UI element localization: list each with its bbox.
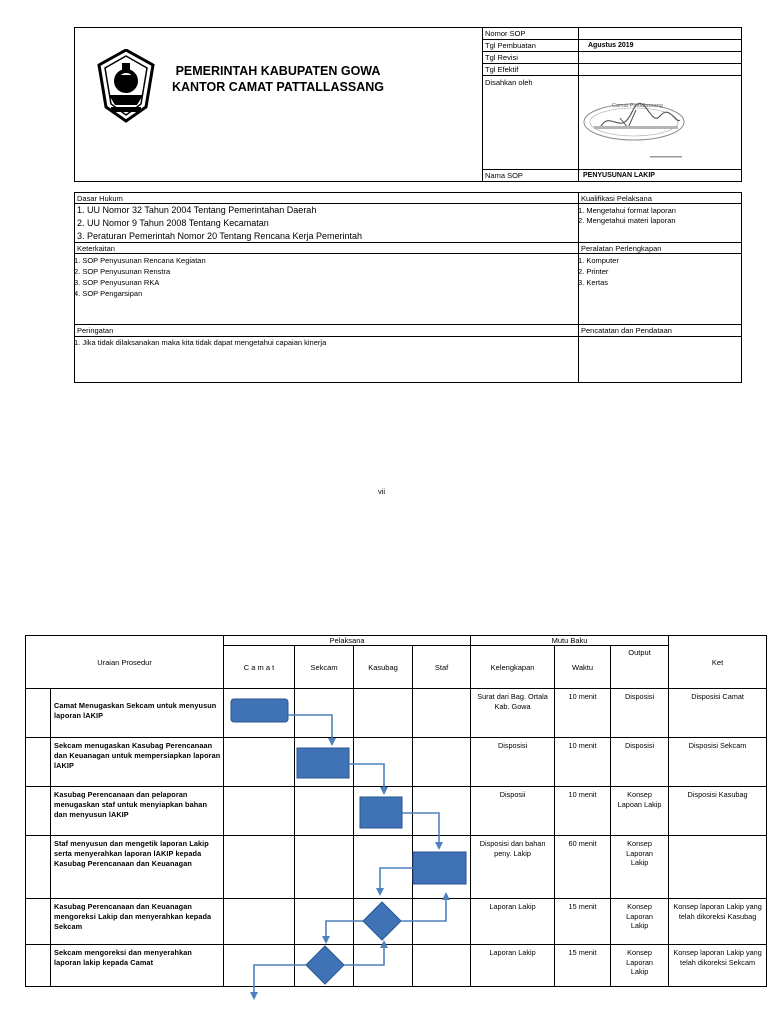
waktu-cell: 15 menit [555,945,611,987]
table-row [26,689,767,738]
peringatan-label: Peringatan [77,326,114,335]
kelengkapan-header: Kelengkapan [471,646,555,689]
keterkaitan-item: 4. SOP Pengarsipan [74,289,143,298]
output-cell: Disposisi [611,738,669,787]
stamp-text: Camat Pattallassang [612,103,663,109]
ket-cell: Konsep laporan Lakip yang telah dikoreksi Sekcam [669,945,767,987]
ket-cell: Disposisi Kasubag [669,787,767,836]
page-number: vii [378,487,386,496]
kualifikasi-item: 2. Mengetahui materi laporan [578,216,676,225]
waktu-header: Waktu [555,646,611,689]
peringatan-item: 1. Jika tidak dilaksanakan maka kita tidak dapat mengetahui capaian kinerja [74,338,327,347]
waktu-cell: 10 menit [555,738,611,787]
gowa-regency-logo [97,49,155,123]
table-row [26,899,767,945]
kasubag-header: Kasubag [354,646,413,689]
dasar-hukum-label: Dasar Hukum [77,194,123,203]
waktu-cell: 60 menit [555,836,611,899]
kelengkapan-cell: Disposii [471,787,555,836]
tgl-revisi-label: Tgl Revisi [485,53,518,62]
keterkaitan-item: 2. SOP Penyusunan Renstra [74,267,171,276]
mutu-baku-header: Mutu Baku [471,636,669,646]
output-cell: Konsep Laporan Lakip [611,945,669,987]
kelengkapan-cell: Laporan Lakip [471,945,555,987]
kelengkapan-cell: Surat dari Bag. Ortala Kab. Gowa [471,689,555,738]
output-cell: Disposisi [611,689,669,738]
kualifikasi-item: 1. Mengetahui format laporan [578,206,676,215]
output-cell: Konsep Laporan Lakip [611,836,669,899]
disahkan-oleh-label: Disahkan oleh [485,78,533,87]
dasar-hukum-item: 1. UU Nomor 32 Tahun 2004 Tentang Pemerintahan Daerah [77,205,317,215]
waktu-cell: 15 menit [555,899,611,945]
keterkaitan-item: 1. SOP Penyusunan Rencana Kegiatan [74,256,206,265]
ket-cell: Konsep laporan Lakip yang telah dikoreksi Kasubag [669,899,767,945]
table-row [26,787,767,836]
kelengkapan-cell: Disposisi dan bahan peny. Lakip [471,836,555,899]
peralatan-item: 1. Komputer [578,256,619,265]
keterkaitan-label: Keterkaitan [77,244,115,253]
procedure-table [25,635,767,987]
nomor-sop-label: Nomor SOP [485,29,526,38]
kelengkapan-cell: Disposisi [471,738,555,787]
staf-header: Staf [413,646,471,689]
table-row [26,945,767,987]
office-title-line2: KANTOR CAMAT PATTALLASSANG [171,80,385,94]
uraian-cell: Staf menyusun dan mengetik laporan Lakip serta menyerahkan laporan lAKIP kepada Kasubag Perencanaan dan Keuanagan [51,836,224,899]
uraian-cell: Sekcam menugaskan Kasubag Perencanaan dan Keuanagan untuk mempersiapkan laporan lAKIP [51,738,224,787]
uraian-header: Uraian Prosedur [26,636,224,689]
peralatan-label: Peralatan Perlengkapan [581,244,662,253]
waktu-cell: 10 menit [555,787,611,836]
tgl-efektif-label: Tgl Efektif [485,65,519,74]
kualifikasi-label: Kualifikasi Pelaksana [581,194,652,203]
waktu-cell: 10 menit [555,689,611,738]
ket-header: Ket [669,636,767,689]
table-row [26,738,767,787]
tgl-pembuatan-value: Agustus 2019 [588,42,634,49]
output-cell: Konsep Laporan Lakip [611,899,669,945]
tgl-pembuatan-label: Tgl Pembuatan [485,41,536,50]
ket-cell: Disposisi Camat [669,689,767,738]
uraian-cell: Sekcam mengoreksi dan menyerahkan laporan lakip kepada Camat [51,945,224,987]
camat-header: C a m a t [224,646,295,689]
kelengkapan-cell: Laporan Lakip [471,899,555,945]
peralatan-item: 2. Printer [578,267,609,276]
nama-sop-value: PENYUSUNAN LAKIP [583,172,655,179]
office-title-line1: PEMERINTAH KABUPATEN GOWA [175,64,381,78]
sekcam-header: Sekcam [295,646,354,689]
ket-cell: Disposisi Sekcam [669,738,767,787]
uraian-cell: Camat Menugaskan Sekcam untuk menyusun laporan lAKIP [51,689,224,738]
uraian-cell: Kasubag Perencanaan dan Keuanagan mengoreksi Lakip dan menyerahkan kepada Sekcam [51,899,224,945]
table-row [26,836,767,899]
pencatatan-label: Pencatatan dan Pendataan [581,326,672,335]
ket-cell [669,836,767,899]
output-cell: Konsep Lapoan Lakip [611,787,669,836]
dasar-hukum-item: 2. UU Nomor 9 Tahun 2008 Tentang Kecamatan [77,218,269,228]
pelaksana-header: Pelaksana [224,636,471,646]
keterkaitan-item: 3. SOP Penyusunan RKA [74,278,160,287]
dasar-hukum-item: 3. Peraturan Pemerintah Nomor 20 Tentang Rencana Kerja Pemerintah [77,231,362,241]
output-header: Output [611,646,669,689]
peralatan-item: 3. Kertas [578,278,609,287]
nama-sop-label: Nama SOP [485,171,523,180]
uraian-cell: Kasubag Perencanaan dan pelaporan menugaskan staf untuk menyiapkan bahan dan menyusun lAKIP [51,787,224,836]
